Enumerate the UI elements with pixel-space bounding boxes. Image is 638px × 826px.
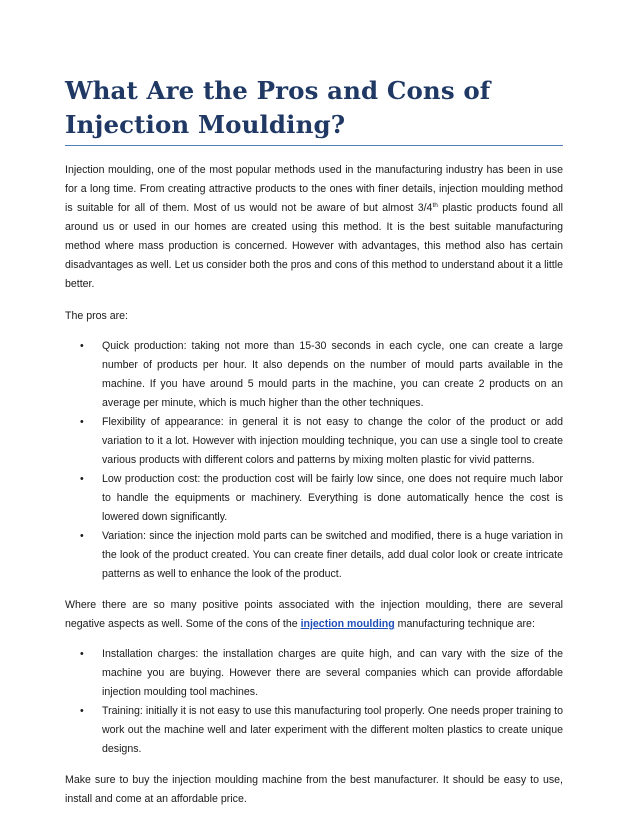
pros-list-item — [65, 527, 563, 584]
intro-text-part-1: Injection moulding, one of the most popular methods used in the manufacturing industry has been in use for a long time. From creating attractive products to the ones with finer details, injection moulding method is suitable for all of them. Most of us would not be aware of but almost 3/4 — [65, 164, 563, 214]
cons-item-text: Installation charges: the installation charges are quite high, and can vary with the size of the machine you are buying. However there are several companies which can provide affordable injection moulding tool machines. — [102, 648, 563, 698]
superscript-th: th — [432, 202, 438, 209]
intro-paragraph — [65, 161, 563, 294]
page-title: What Are the Pros and Cons of Injection Moulding? — [65, 74, 563, 146]
bullet-icon: • — [80, 530, 84, 542]
cons-intro-text-part-1: Where there are so many positive points associated with the injection moulding, there are several negative aspects as well. Some of the cons of the — [65, 599, 563, 630]
cons-list-item — [65, 645, 563, 702]
pros-list-item — [65, 470, 563, 527]
document-page — [65, 74, 563, 809]
pros-label: The pros are: — [65, 310, 129, 322]
bullet-icon: • — [80, 416, 84, 428]
pros-list-item — [65, 413, 563, 470]
closing-paragraph: Make sure to buy the injection moulding machine from the best manufacturer. It should be easy to use, install and come at an affordable price. — [65, 774, 563, 805]
cons-list-item — [65, 702, 563, 759]
intro-text-part-2: plastic products found all around us or used in our homes are created using this method. It is the best suitable manufacturing method where mass production is concerned. However with advantages, this method also has certain disadvantages as well. Let us consider both the pros and cons of this method to understand about it a little better. — [65, 202, 563, 290]
cons-intro-paragraph — [65, 596, 563, 634]
pros-item-text: Flexibility of appearance: in general it is not easy to change the color of the product or add variation to it a lot. However with injection moulding technique, you can use a single tool to create various products with different colors and patterns by mixing molten plastic for vivid patterns. — [102, 416, 563, 466]
cons-item-text: Training: initially it is not easy to use this manufacturing tool properly. One needs proper training to work out the machine well and later experiment with the different molten plastics to create unique designs. — [102, 705, 563, 755]
cons-list — [65, 645, 563, 759]
injection-moulding-link[interactable]: injection moulding — [300, 618, 395, 630]
bullet-icon: • — [80, 473, 84, 485]
pros-item-text: Variation: since the injection mold parts can be switched and modified, there is a huge variation in the look of the product created. You can create finer details, add dual color look or create intricate patterns as well to enhance the look of the product. — [102, 530, 563, 580]
bullet-icon: • — [80, 705, 84, 717]
pros-list-item — [65, 337, 563, 413]
pros-item-text: Quick production: taking not more than 15-30 seconds in each cycle, one can create a large number of products per hour. It also depends on the number of mould parts available in the machine. If you have around 5 mould parts in the machine, you can create 2 products on an average per minute, which is much higher than the other techniques. — [102, 340, 563, 409]
pros-list — [65, 337, 563, 584]
pros-item-text: Low production cost: the production cost will be fairly low since, one does not require much labor to handle the equipments or machinery. Everything is done automatically hence the cost is lowered down significantly. — [102, 473, 563, 523]
bullet-icon: • — [80, 648, 84, 660]
cons-intro-text-part-2: manufacturing technique are: — [394, 618, 535, 630]
bullet-icon: • — [80, 340, 84, 352]
